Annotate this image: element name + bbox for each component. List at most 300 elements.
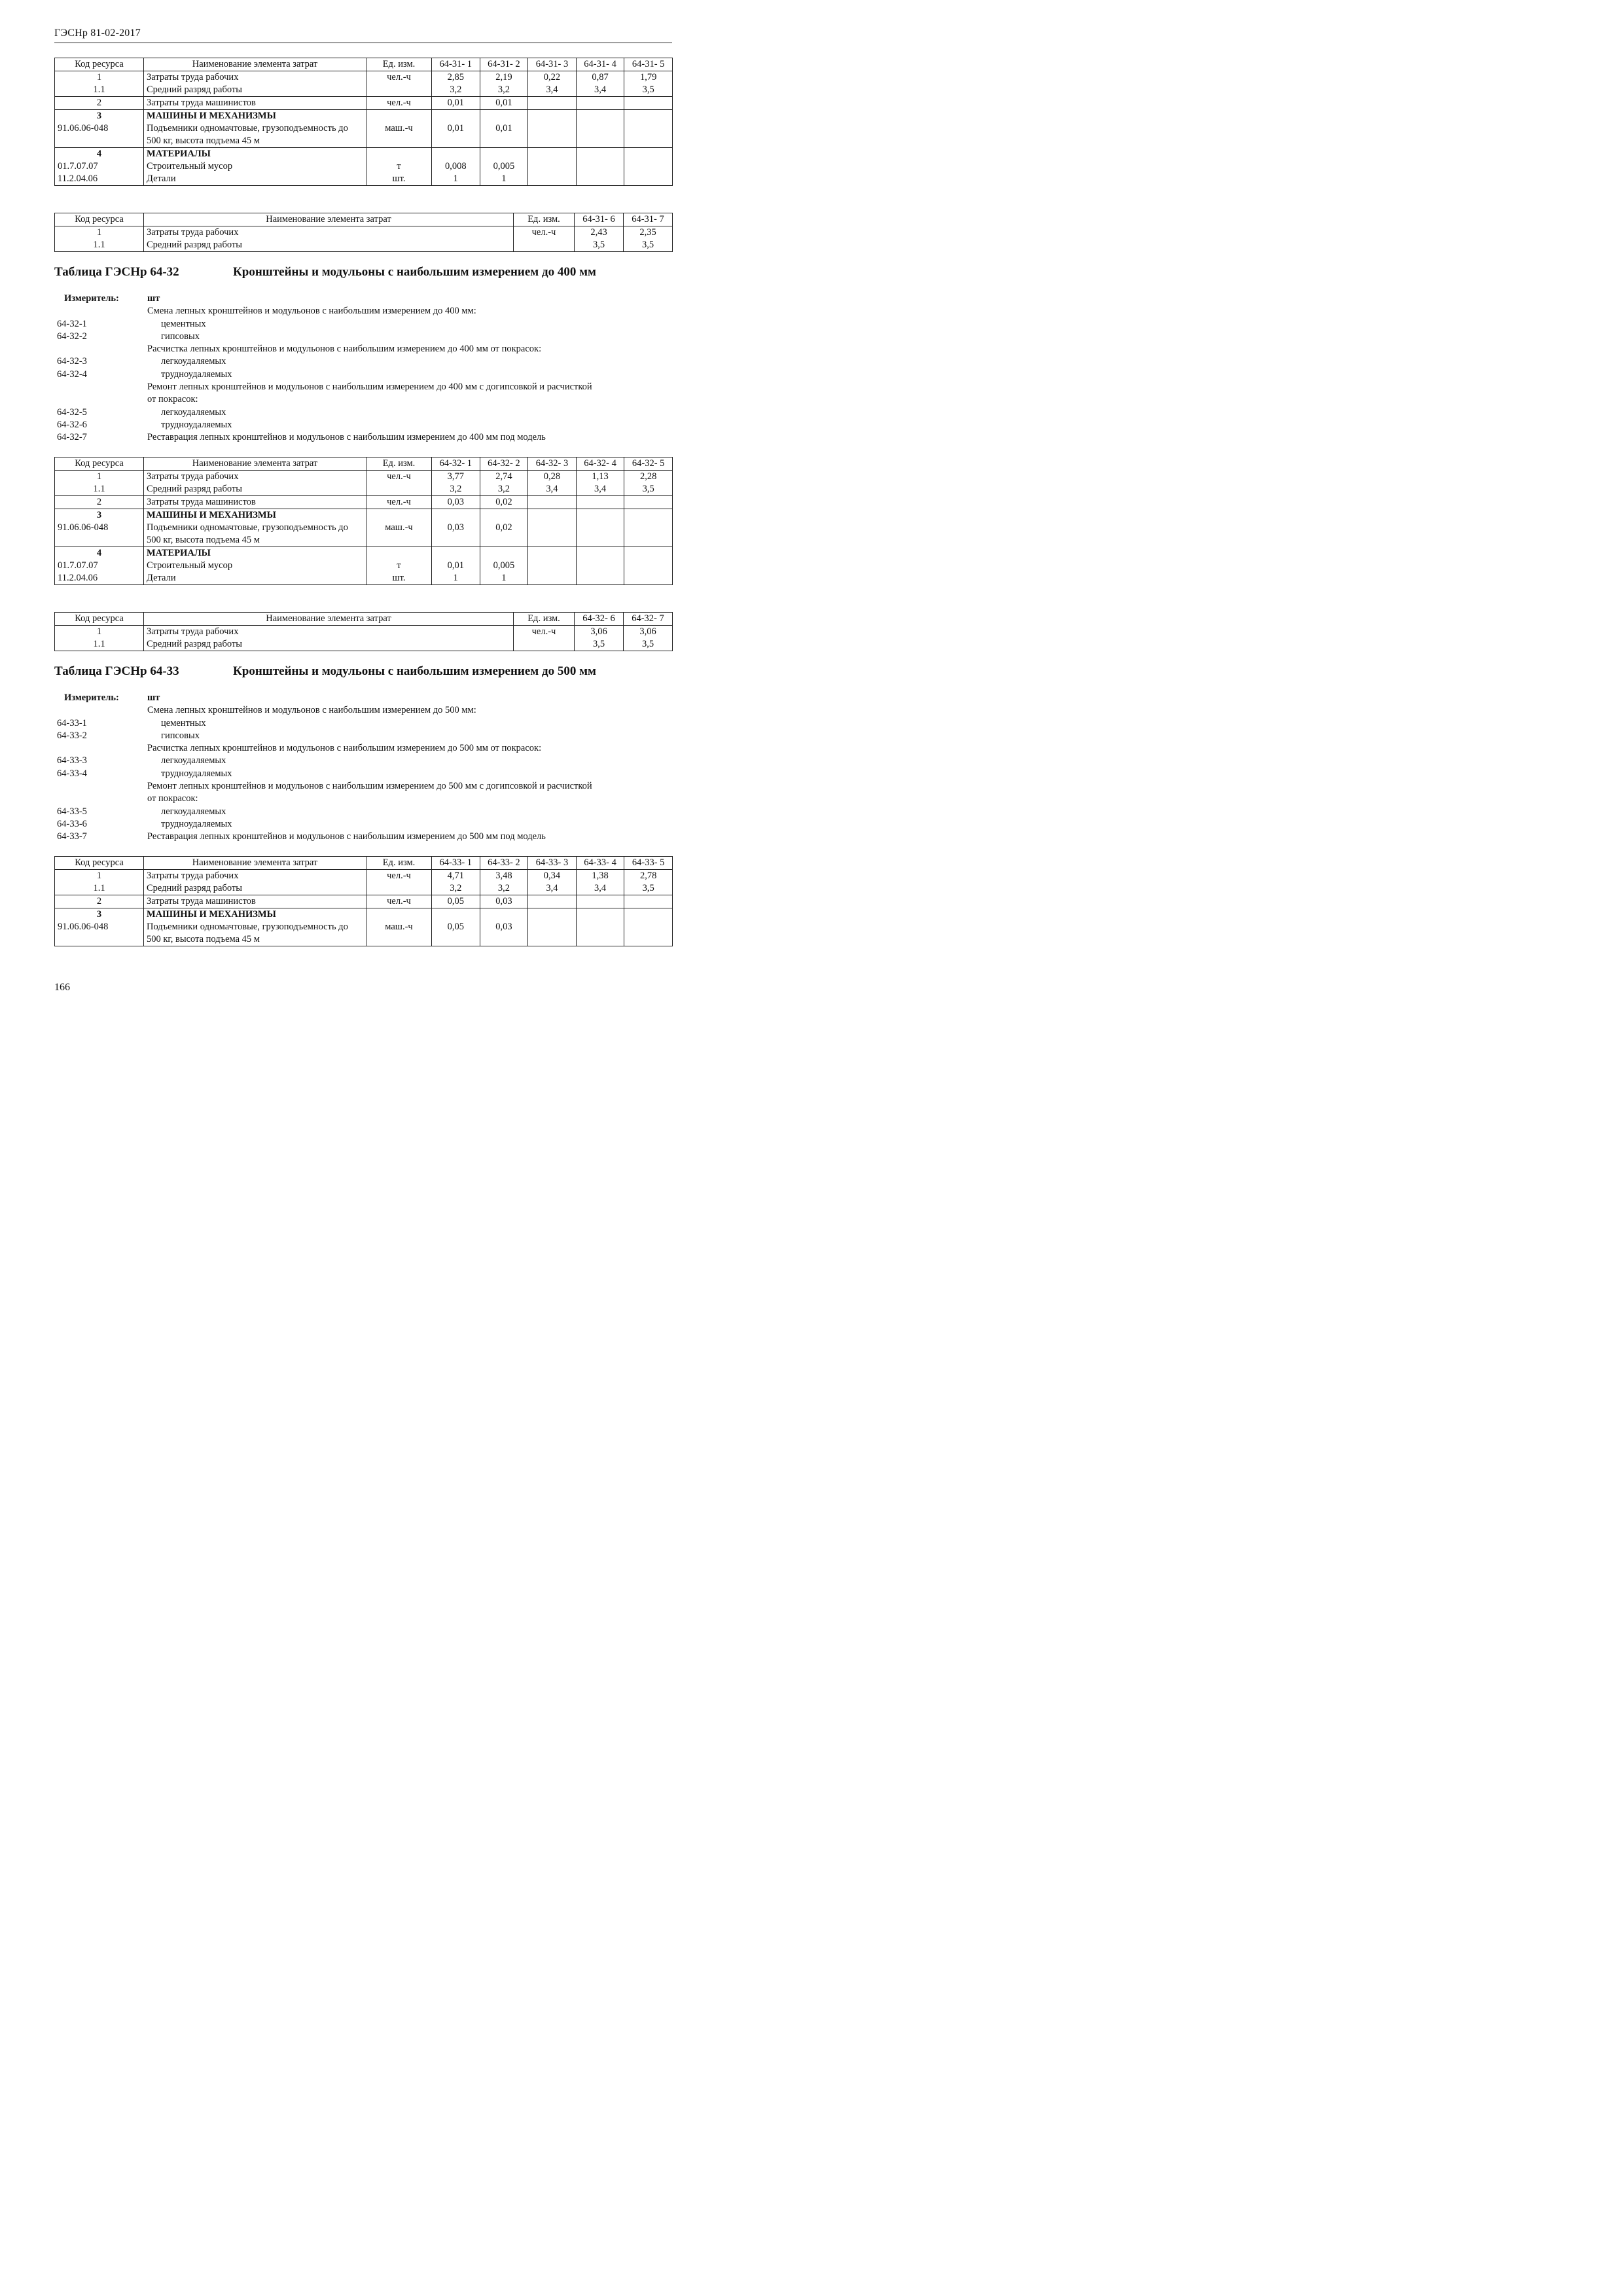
column-header: 64-32- 1 bbox=[432, 457, 480, 471]
unit-of-measure: чел.-ч bbox=[366, 71, 432, 84]
norm-value bbox=[576, 509, 624, 522]
table-row bbox=[55, 239, 673, 252]
norm-value: 3,5 bbox=[624, 638, 673, 651]
unit-of-measure: чел.-ч bbox=[366, 870, 432, 883]
norm-value: 0,03 bbox=[432, 522, 480, 547]
norm-value: 0,01 bbox=[432, 97, 480, 110]
norm-value: 3,48 bbox=[480, 870, 528, 883]
cost-element-name: Затраты труда машинистов bbox=[144, 895, 366, 908]
work-description: Реставрация лепных кронштейнов и модульонов с наибольшим измерением до 500 мм под модель bbox=[147, 831, 546, 842]
resource-code: 2 bbox=[55, 895, 144, 908]
norm-value bbox=[432, 509, 480, 522]
work-item bbox=[54, 355, 672, 368]
work-item bbox=[54, 406, 672, 419]
resource-code: 1 bbox=[55, 226, 144, 240]
work-code: 64-33-5 bbox=[57, 806, 87, 817]
resource-code: 1 bbox=[55, 471, 144, 484]
column-header: Код ресурса bbox=[55, 857, 144, 870]
norm-value bbox=[624, 160, 673, 173]
work-description: легкоудаляемых bbox=[161, 755, 226, 766]
table-row bbox=[55, 908, 673, 922]
norm-value bbox=[528, 160, 577, 173]
norm-value bbox=[576, 895, 624, 908]
resource-code: 1.1 bbox=[55, 483, 144, 496]
norm-value bbox=[624, 522, 673, 547]
cost-element-name: Затраты труда машинистов bbox=[144, 496, 366, 509]
unit-of-measure: чел.-ч bbox=[514, 626, 575, 639]
work-code: 64-32-2 bbox=[57, 331, 87, 342]
cost-element-name: Затраты труда рабочих bbox=[144, 226, 514, 240]
work-code: 64-33-2 bbox=[57, 730, 87, 741]
column-header: 64-31- 6 bbox=[575, 213, 624, 226]
work-item bbox=[54, 419, 672, 431]
norm-value bbox=[432, 148, 480, 161]
work-item bbox=[54, 818, 672, 831]
cost-element-name: Подъемники одномачтовые, грузоподъемность до 500 кг, высота подъема 45 м bbox=[144, 522, 366, 547]
table-row bbox=[55, 921, 673, 946]
table-row bbox=[55, 483, 673, 496]
cost-element-name: Средний разряд работы bbox=[144, 638, 514, 651]
norm-value bbox=[576, 173, 624, 186]
work-item bbox=[54, 381, 672, 393]
table-row bbox=[55, 160, 673, 173]
norm-value: 0,87 bbox=[576, 71, 624, 84]
cost-table bbox=[54, 58, 673, 186]
column-header: 64-32- 3 bbox=[528, 457, 577, 471]
norm-value: 0,02 bbox=[480, 496, 528, 509]
norm-value: 3,4 bbox=[576, 483, 624, 496]
work-description: легкоудаляемых bbox=[161, 406, 226, 418]
norm-value bbox=[624, 148, 673, 161]
column-header: Наименование элемента затрат bbox=[144, 457, 366, 471]
resource-code: 4 bbox=[55, 547, 144, 560]
work-description: Расчистка лепных кронштейнов и модульонов с наибольшим измерением до 400 мм от покрасок: bbox=[147, 344, 542, 355]
norm-value: 3,2 bbox=[432, 882, 480, 895]
norm-value: 0,03 bbox=[480, 921, 528, 946]
norm-value bbox=[576, 572, 624, 585]
table-row bbox=[55, 84, 673, 97]
resource-code: 3 bbox=[55, 110, 144, 123]
work-item bbox=[54, 393, 672, 406]
work-code: 64-32-7 bbox=[57, 432, 87, 443]
table-title bbox=[54, 265, 596, 279]
norm-value: 4,71 bbox=[432, 870, 480, 883]
norm-value: 0,005 bbox=[480, 160, 528, 173]
norm-value bbox=[528, 572, 577, 585]
norm-value bbox=[480, 908, 528, 922]
norm-value bbox=[576, 160, 624, 173]
norm-value bbox=[624, 908, 673, 922]
work-description: гипсовых bbox=[161, 730, 200, 741]
work-code: 64-32-4 bbox=[57, 368, 87, 380]
norm-value: 3,4 bbox=[528, 882, 577, 895]
norm-value bbox=[576, 496, 624, 509]
norm-value bbox=[528, 547, 577, 560]
resource-code: 3 bbox=[55, 908, 144, 922]
unit-of-measure bbox=[514, 638, 575, 651]
norm-value bbox=[528, 560, 577, 572]
table-row bbox=[55, 560, 673, 572]
table-row bbox=[55, 882, 673, 895]
norm-value: 3,06 bbox=[575, 626, 624, 639]
resource-code: 4 bbox=[55, 148, 144, 161]
resource-code: 91.06.06-048 bbox=[55, 522, 144, 547]
unit-of-measure: т bbox=[366, 560, 432, 572]
table-row bbox=[55, 110, 673, 123]
work-item bbox=[54, 780, 672, 793]
unit-of-measure: маш.-ч bbox=[366, 522, 432, 547]
cost-element-name: Затраты труда машинистов bbox=[144, 97, 366, 110]
cost-table bbox=[54, 457, 673, 585]
cost-element-name: Подъемники одномачтовые, грузоподъемность до 500 кг, высота подъема 45 м bbox=[144, 921, 366, 946]
cost-element-name: Средний разряд работы bbox=[144, 239, 514, 252]
work-description: цементных bbox=[161, 318, 206, 329]
norm-value: 2,19 bbox=[480, 71, 528, 84]
norm-value: 0,28 bbox=[528, 471, 577, 484]
table-header-row bbox=[55, 457, 673, 471]
table-heading: Кронштейны и модульоны с наибольшим измерением до 500 мм bbox=[233, 664, 596, 678]
norm-value: 0,22 bbox=[528, 71, 577, 84]
work-item bbox=[54, 768, 672, 780]
cost-element-name: МАШИНЫ И МЕХАНИЗМЫ bbox=[144, 908, 366, 922]
table-heading: Кронштейны и модульоны с наибольшим измерением до 400 мм bbox=[233, 265, 596, 279]
work-description: Расчистка лепных кронштейнов и модульонов с наибольшим измерением до 500 мм от покрасок: bbox=[147, 743, 542, 754]
norm-value: 3,4 bbox=[576, 882, 624, 895]
column-header: Наименование элемента затрат bbox=[144, 613, 514, 626]
work-description: трудноудаляемых bbox=[161, 818, 232, 829]
table-row bbox=[55, 572, 673, 585]
unit-of-measure bbox=[366, 509, 432, 522]
table-row bbox=[55, 638, 673, 651]
column-header: Код ресурса bbox=[55, 58, 144, 71]
unit-of-measure bbox=[366, 483, 432, 496]
unit-of-measure bbox=[366, 547, 432, 560]
norm-value: 1 bbox=[432, 173, 480, 186]
resource-code: 1.1 bbox=[55, 239, 144, 252]
norm-value bbox=[624, 895, 673, 908]
cost-element-name: Затраты труда рабочих bbox=[144, 626, 514, 639]
cost-element-name: МАШИНЫ И МЕХАНИЗМЫ bbox=[144, 509, 366, 522]
norm-value: 0,01 bbox=[480, 122, 528, 148]
norm-value bbox=[528, 895, 577, 908]
norm-value bbox=[624, 921, 673, 946]
resource-code: 91.06.06-048 bbox=[55, 122, 144, 148]
table-number: Таблица ГЭСНр 64-33 bbox=[54, 664, 179, 678]
measurement-unit-row bbox=[54, 692, 672, 704]
norm-value: 0,02 bbox=[480, 522, 528, 547]
norm-value: 3,06 bbox=[624, 626, 673, 639]
norm-value bbox=[480, 148, 528, 161]
unit-of-measure bbox=[366, 882, 432, 895]
cost-element-name: Средний разряд работы bbox=[144, 483, 366, 496]
norm-value: 3,5 bbox=[624, 239, 673, 252]
unit-of-measure: чел.-ч bbox=[366, 895, 432, 908]
column-header: 64-31- 4 bbox=[576, 58, 624, 71]
work-description: Смена лепных кронштейнов и модульонов с наибольшим измерением до 400 мм: bbox=[147, 306, 476, 317]
norm-value bbox=[528, 522, 577, 547]
work-item bbox=[54, 368, 672, 381]
norm-value: 1,13 bbox=[576, 471, 624, 484]
column-header: Ед. изм. bbox=[366, 857, 432, 870]
column-header: Ед. изм. bbox=[366, 58, 432, 71]
cost-element-name: МАТЕРИАЛЫ bbox=[144, 547, 366, 560]
norm-value: 2,43 bbox=[575, 226, 624, 240]
measurement-unit: шт bbox=[147, 293, 160, 304]
norm-value: 0,005 bbox=[480, 560, 528, 572]
work-item bbox=[54, 717, 672, 730]
norm-value bbox=[576, 547, 624, 560]
norm-value bbox=[576, 522, 624, 547]
norm-value: 0,01 bbox=[432, 122, 480, 148]
column-header: Наименование элемента затрат bbox=[144, 58, 366, 71]
work-description: легкоудаляемых bbox=[161, 356, 226, 367]
norm-value bbox=[432, 908, 480, 922]
norm-value: 1,38 bbox=[576, 870, 624, 883]
measurement-unit: шт bbox=[147, 692, 160, 703]
norm-value bbox=[480, 547, 528, 560]
table-row bbox=[55, 122, 673, 148]
resource-code: 3 bbox=[55, 509, 144, 522]
table-row bbox=[55, 522, 673, 547]
resource-code: 2 bbox=[55, 496, 144, 509]
page-number: 166 bbox=[54, 982, 70, 993]
norm-value bbox=[624, 173, 673, 186]
work-description: от покрасок: bbox=[147, 394, 198, 405]
work-item bbox=[54, 806, 672, 818]
column-header: 64-31- 1 bbox=[432, 58, 480, 71]
work-description: трудноудаляемых bbox=[161, 368, 232, 380]
unit-of-measure: маш.-ч bbox=[366, 921, 432, 946]
work-description: Ремонт лепных кронштейнов и модульонов с наибольшим измерением до 400 мм с догипсовкой и расчисткой bbox=[147, 382, 592, 393]
work-code: 64-33-7 bbox=[57, 831, 87, 842]
cost-element-name: МАТЕРИАЛЫ bbox=[144, 148, 366, 161]
norm-value: 3,5 bbox=[575, 239, 624, 252]
norm-value: 1 bbox=[480, 173, 528, 186]
column-header: 64-33- 3 bbox=[528, 857, 577, 870]
work-item bbox=[54, 305, 672, 317]
norm-value: 0,34 bbox=[528, 870, 577, 883]
norm-value bbox=[576, 97, 624, 110]
column-header: 64-31- 7 bbox=[624, 213, 673, 226]
resource-code: 1.1 bbox=[55, 84, 144, 97]
norm-value bbox=[624, 560, 673, 572]
norm-value bbox=[624, 97, 673, 110]
resource-code: 11.2.04.06 bbox=[55, 572, 144, 585]
unit-of-measure bbox=[366, 84, 432, 97]
cost-element-name: Строительный мусор bbox=[144, 560, 366, 572]
norm-value: 0,03 bbox=[480, 895, 528, 908]
cost-element-name: Затраты труда рабочих bbox=[144, 870, 366, 883]
resource-code: 01.7.07.07 bbox=[55, 560, 144, 572]
norm-value: 3,2 bbox=[480, 84, 528, 97]
cost-element-name: Подъемники одномачтовые, грузоподъемность до 500 кг, высота подъема 45 м bbox=[144, 122, 366, 148]
column-header: 64-32- 7 bbox=[624, 613, 673, 626]
norm-value: 1 bbox=[480, 572, 528, 585]
work-item bbox=[54, 730, 672, 742]
unit-of-measure: т bbox=[366, 160, 432, 173]
work-item bbox=[54, 331, 672, 343]
norm-value: 3,5 bbox=[624, 483, 673, 496]
norm-value: 2,85 bbox=[432, 71, 480, 84]
table-row bbox=[55, 148, 673, 161]
norm-value: 3,5 bbox=[575, 638, 624, 651]
table-number: Таблица ГЭСНр 64-32 bbox=[54, 265, 179, 279]
unit-of-measure: чел.-ч bbox=[366, 97, 432, 110]
work-item bbox=[54, 755, 672, 767]
cost-table bbox=[54, 612, 673, 651]
cost-element-name: Детали bbox=[144, 572, 366, 585]
work-code: 64-33-1 bbox=[57, 717, 87, 728]
table-row bbox=[55, 870, 673, 883]
norm-value: 3,2 bbox=[432, 84, 480, 97]
resource-code: 11.2.04.06 bbox=[55, 173, 144, 186]
norm-value: 3,2 bbox=[480, 483, 528, 496]
cost-element-name: Затраты труда рабочих bbox=[144, 471, 366, 484]
work-description: легкоудаляемых bbox=[161, 806, 226, 817]
norm-value: 3,5 bbox=[624, 882, 673, 895]
column-header: Наименование элемента затрат bbox=[144, 857, 366, 870]
resource-code: 2 bbox=[55, 97, 144, 110]
table-header-row bbox=[55, 213, 673, 226]
cost-table bbox=[54, 213, 673, 252]
norm-value: 3,77 bbox=[432, 471, 480, 484]
table-row bbox=[55, 173, 673, 186]
norm-value: 0,01 bbox=[480, 97, 528, 110]
norm-value bbox=[528, 173, 577, 186]
norm-value bbox=[528, 110, 577, 123]
resource-code: 01.7.07.07 bbox=[55, 160, 144, 173]
work-code: 64-33-3 bbox=[57, 755, 87, 766]
norm-value bbox=[528, 496, 577, 509]
column-header: 64-33- 2 bbox=[480, 857, 528, 870]
norm-value: 2,28 bbox=[624, 471, 673, 484]
norm-value: 1 bbox=[432, 572, 480, 585]
norm-value bbox=[432, 547, 480, 560]
unit-of-measure bbox=[366, 148, 432, 161]
unit-of-measure: шт. bbox=[366, 173, 432, 186]
column-header: Ед. изм. bbox=[514, 613, 575, 626]
table-row bbox=[55, 496, 673, 509]
column-header: 64-33- 4 bbox=[576, 857, 624, 870]
cost-element-name: Средний разряд работы bbox=[144, 882, 366, 895]
norm-value bbox=[624, 572, 673, 585]
table-header-row bbox=[55, 58, 673, 71]
norm-value bbox=[528, 122, 577, 148]
norm-value: 2,35 bbox=[624, 226, 673, 240]
column-header: 64-33- 5 bbox=[624, 857, 673, 870]
cost-table bbox=[54, 856, 673, 946]
norm-value bbox=[528, 148, 577, 161]
norm-value: 3,5 bbox=[624, 84, 673, 97]
column-header: 64-32- 6 bbox=[575, 613, 624, 626]
norm-value bbox=[624, 110, 673, 123]
column-header: Код ресурса bbox=[55, 613, 144, 626]
resource-code: 1.1 bbox=[55, 638, 144, 651]
norm-value bbox=[624, 122, 673, 148]
column-header: Наименование элемента затрат bbox=[144, 213, 514, 226]
table-row bbox=[55, 471, 673, 484]
unit-of-measure: чел.-ч bbox=[514, 226, 575, 240]
norm-value bbox=[528, 509, 577, 522]
work-description: гипсовых bbox=[161, 331, 200, 342]
work-code: 64-32-3 bbox=[57, 356, 87, 367]
running-header: ГЭСНр 81-02-2017 bbox=[54, 27, 141, 39]
work-code: 64-33-4 bbox=[57, 768, 87, 779]
cost-element-name: Затраты труда рабочих bbox=[144, 71, 366, 84]
norm-value bbox=[528, 921, 577, 946]
norm-value: 3,2 bbox=[480, 882, 528, 895]
column-header: 64-33- 1 bbox=[432, 857, 480, 870]
table-row bbox=[55, 97, 673, 110]
norm-value: 0,05 bbox=[432, 895, 480, 908]
table-row bbox=[55, 895, 673, 908]
measurement-section bbox=[54, 692, 672, 844]
work-description: от покрасок: bbox=[147, 793, 198, 804]
table-title bbox=[54, 664, 596, 679]
work-item bbox=[54, 793, 672, 805]
work-code: 64-33-6 bbox=[57, 818, 87, 829]
norm-value: 3,2 bbox=[432, 483, 480, 496]
resource-code: 1.1 bbox=[55, 882, 144, 895]
column-header: Код ресурса bbox=[55, 213, 144, 226]
work-item bbox=[54, 431, 672, 444]
table-header-row bbox=[55, 613, 673, 626]
work-description: Смена лепных кронштейнов и модульонов с наибольшим измерением до 500 мм: bbox=[147, 705, 476, 716]
norm-value: 0,03 bbox=[432, 496, 480, 509]
norm-value: 2,74 bbox=[480, 471, 528, 484]
table-row bbox=[55, 547, 673, 560]
work-description: Ремонт лепных кронштейнов и модульонов с наибольшим измерением до 500 мм с догипсовкой и расчисткой bbox=[147, 781, 592, 792]
column-header: Ед. изм. bbox=[514, 213, 575, 226]
work-item bbox=[54, 831, 672, 843]
norm-value: 3,4 bbox=[528, 483, 577, 496]
work-code: 64-32-5 bbox=[57, 406, 87, 418]
norm-value bbox=[624, 496, 673, 509]
cost-element-name: МАШИНЫ И МЕХАНИЗМЫ bbox=[144, 110, 366, 123]
norm-value bbox=[624, 509, 673, 522]
norm-value bbox=[528, 908, 577, 922]
cost-element-name: Строительный мусор bbox=[144, 160, 366, 173]
norm-value bbox=[480, 509, 528, 522]
column-header: 64-31- 3 bbox=[528, 58, 577, 71]
work-item bbox=[54, 343, 672, 355]
norm-value bbox=[576, 148, 624, 161]
column-header: Ед. изм. bbox=[366, 457, 432, 471]
norm-value: 0,05 bbox=[432, 921, 480, 946]
norm-value: 1,79 bbox=[624, 71, 673, 84]
norm-value bbox=[528, 97, 577, 110]
column-header: 64-32- 2 bbox=[480, 457, 528, 471]
norm-value bbox=[576, 921, 624, 946]
unit-of-measure: чел.-ч bbox=[366, 471, 432, 484]
cost-element-name: Детали bbox=[144, 173, 366, 186]
norm-value bbox=[576, 908, 624, 922]
norm-value bbox=[576, 560, 624, 572]
unit-of-measure bbox=[366, 110, 432, 123]
measurement-label: Измеритель: bbox=[64, 293, 119, 304]
measurement-label: Измеритель: bbox=[64, 692, 119, 703]
work-description: трудноудаляемых bbox=[161, 419, 232, 430]
norm-value bbox=[576, 110, 624, 123]
table-row bbox=[55, 509, 673, 522]
work-item bbox=[54, 318, 672, 331]
document-page bbox=[0, 0, 720, 1018]
table-header-row bbox=[55, 857, 673, 870]
resource-code: 1 bbox=[55, 71, 144, 84]
work-description: цементных bbox=[161, 717, 206, 728]
work-item bbox=[54, 704, 672, 717]
unit-of-measure bbox=[366, 908, 432, 922]
